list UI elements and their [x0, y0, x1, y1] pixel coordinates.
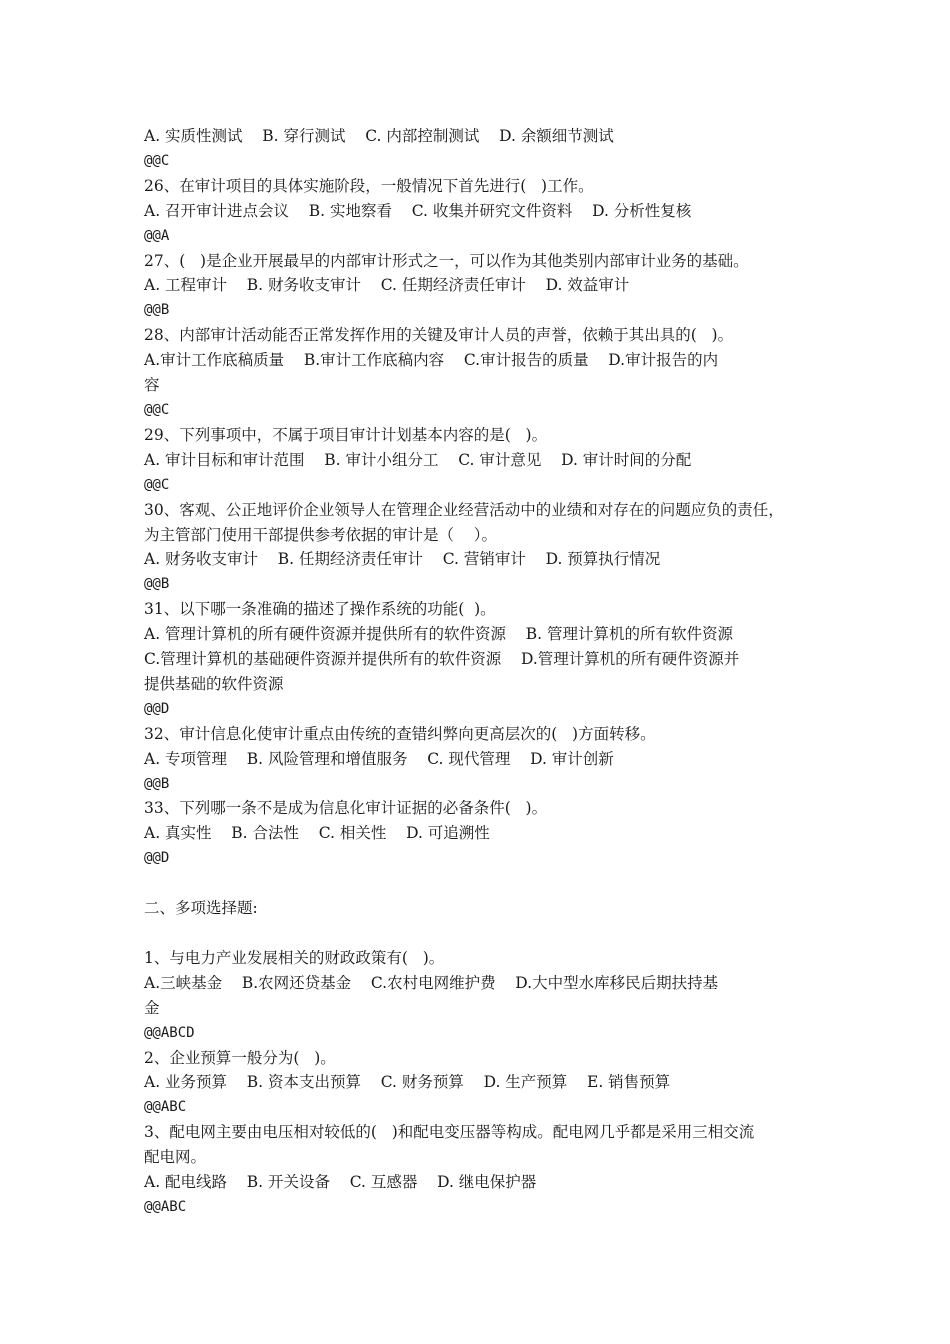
answer-key-line: @@C	[144, 476, 170, 493]
answer-key-line: @@A	[144, 227, 170, 244]
answer-key-line: @@ABC	[144, 1099, 187, 1116]
text-line: A. 工程审计 B. 财务收支审计 C. 任期经济责任审计 D. 效益审计	[144, 276, 630, 295]
text-line: 27、( )是企业开展最早的内部审计形式之一，可以作为其他类别内部审计业务的基础。	[144, 251, 749, 270]
blank-line	[144, 871, 816, 896]
text-line: A.三峡基金 B.农网还贷基金 C.农村电网维护费 D.大中型水库移民后期扶持基	[144, 973, 719, 992]
text-line: 1、与电力产业发展相关的财政政策有( )。	[144, 948, 445, 967]
text-line: A. 业务预算 B. 资本支出预算 C. 财务预算 D. 生产预算 E. 销售预算	[144, 1073, 671, 1092]
answer-key-line: @@B	[144, 775, 170, 792]
text-line: A. 召开审计进点会议 B. 实地察看 C. 收集并研究文件资料 D. 分析性复核	[144, 201, 692, 220]
answer-key-line: @@C	[144, 152, 170, 169]
answer-key-line: @@D	[144, 850, 170, 867]
text-line: 配电网。	[144, 1148, 207, 1167]
text-line: 29、下列事项中，不属于项目审计计划基本内容的是( )。	[144, 425, 548, 444]
answer-key-line: @@D	[144, 700, 170, 717]
text-line: C.管理计算机的基础硬件资源并提供所有的软件资源 D.管理计算机的所有硬件资源并	[144, 650, 740, 669]
answer-key-line: @@ABC	[144, 1198, 187, 1215]
text-line: 28、内部审计活动能否正常发挥作用的关键及审计人员的声誉，依赖于其出具的( )。	[144, 326, 734, 345]
text-line: A. 专项管理 B. 风险管理和增值服务 C. 现代管理 D. 审计创新	[144, 749, 614, 768]
answer-key-line: @@B	[144, 302, 170, 319]
text-line: A. 财务收支审计 B. 任期经济责任审计 C. 营销审计 D. 预算执行情况	[144, 550, 661, 569]
text-line: 32、审计信息化使审计重点由传统的查错纠弊向更高层次的( )方面转移。	[144, 724, 656, 743]
text-line: 31、以下哪一条准确的描述了操作系统的功能( )。	[144, 600, 496, 619]
text-line: A. 管理计算机的所有硬件资源并提供所有的软件资源 B. 管理计算机的所有软件资源	[144, 625, 734, 644]
answer-key-line: @@C	[144, 401, 170, 418]
text-line: 容	[144, 376, 160, 395]
text-line: 提供基础的软件资源	[144, 674, 284, 693]
text-line: A. 审计目标和审计范围 B. 审计小组分工 C. 审计意见 D. 审计时间的分配	[144, 450, 692, 469]
text-line: A. 真实性 B. 合法性 C. 相关性 D. 可追溯性	[144, 824, 490, 843]
document-page	[144, 124, 816, 1220]
text-line: 3、配电网主要由电压相对较低的( )和配电变压器等构成。配电网几乎都是采用三相交流	[144, 1123, 755, 1142]
text-line: 30、客观、公正地评价企业领导人在管理企业经营活动中的业绩和对存在的问题应负的责任，	[144, 500, 784, 519]
text-line: 二、多项选择题:	[144, 899, 258, 918]
text-line: 26、在审计项目的具体实施阶段，一般情况下首先进行( )工作。	[144, 176, 594, 195]
text-line: A. 实质性测试 B. 穿行测试 C. 内部控制测试 D. 余额细节测试	[144, 127, 614, 145]
text-line: 金	[144, 998, 160, 1017]
answer-key-line: @@B	[144, 576, 170, 593]
text-line: A. 配电线路 B. 开关设备 C. 互感器 D. 继电保护器	[144, 1173, 537, 1192]
text-line: A.审计工作底稿质量 B.审计工作底稿内容 C.审计报告的质量 D.审计报告的内	[144, 351, 719, 370]
text-line: 33、下列哪一条不是成为信息化审计证据的必备条件( )。	[144, 799, 548, 818]
blank-line	[144, 921, 816, 946]
answer-key-line: @@ABCD	[144, 1024, 195, 1041]
text-line: 为主管部门使用干部提供参考依据的审计是（ ）。	[144, 525, 497, 544]
text-line: 2、企业预算一般分为( )。	[144, 1048, 336, 1067]
